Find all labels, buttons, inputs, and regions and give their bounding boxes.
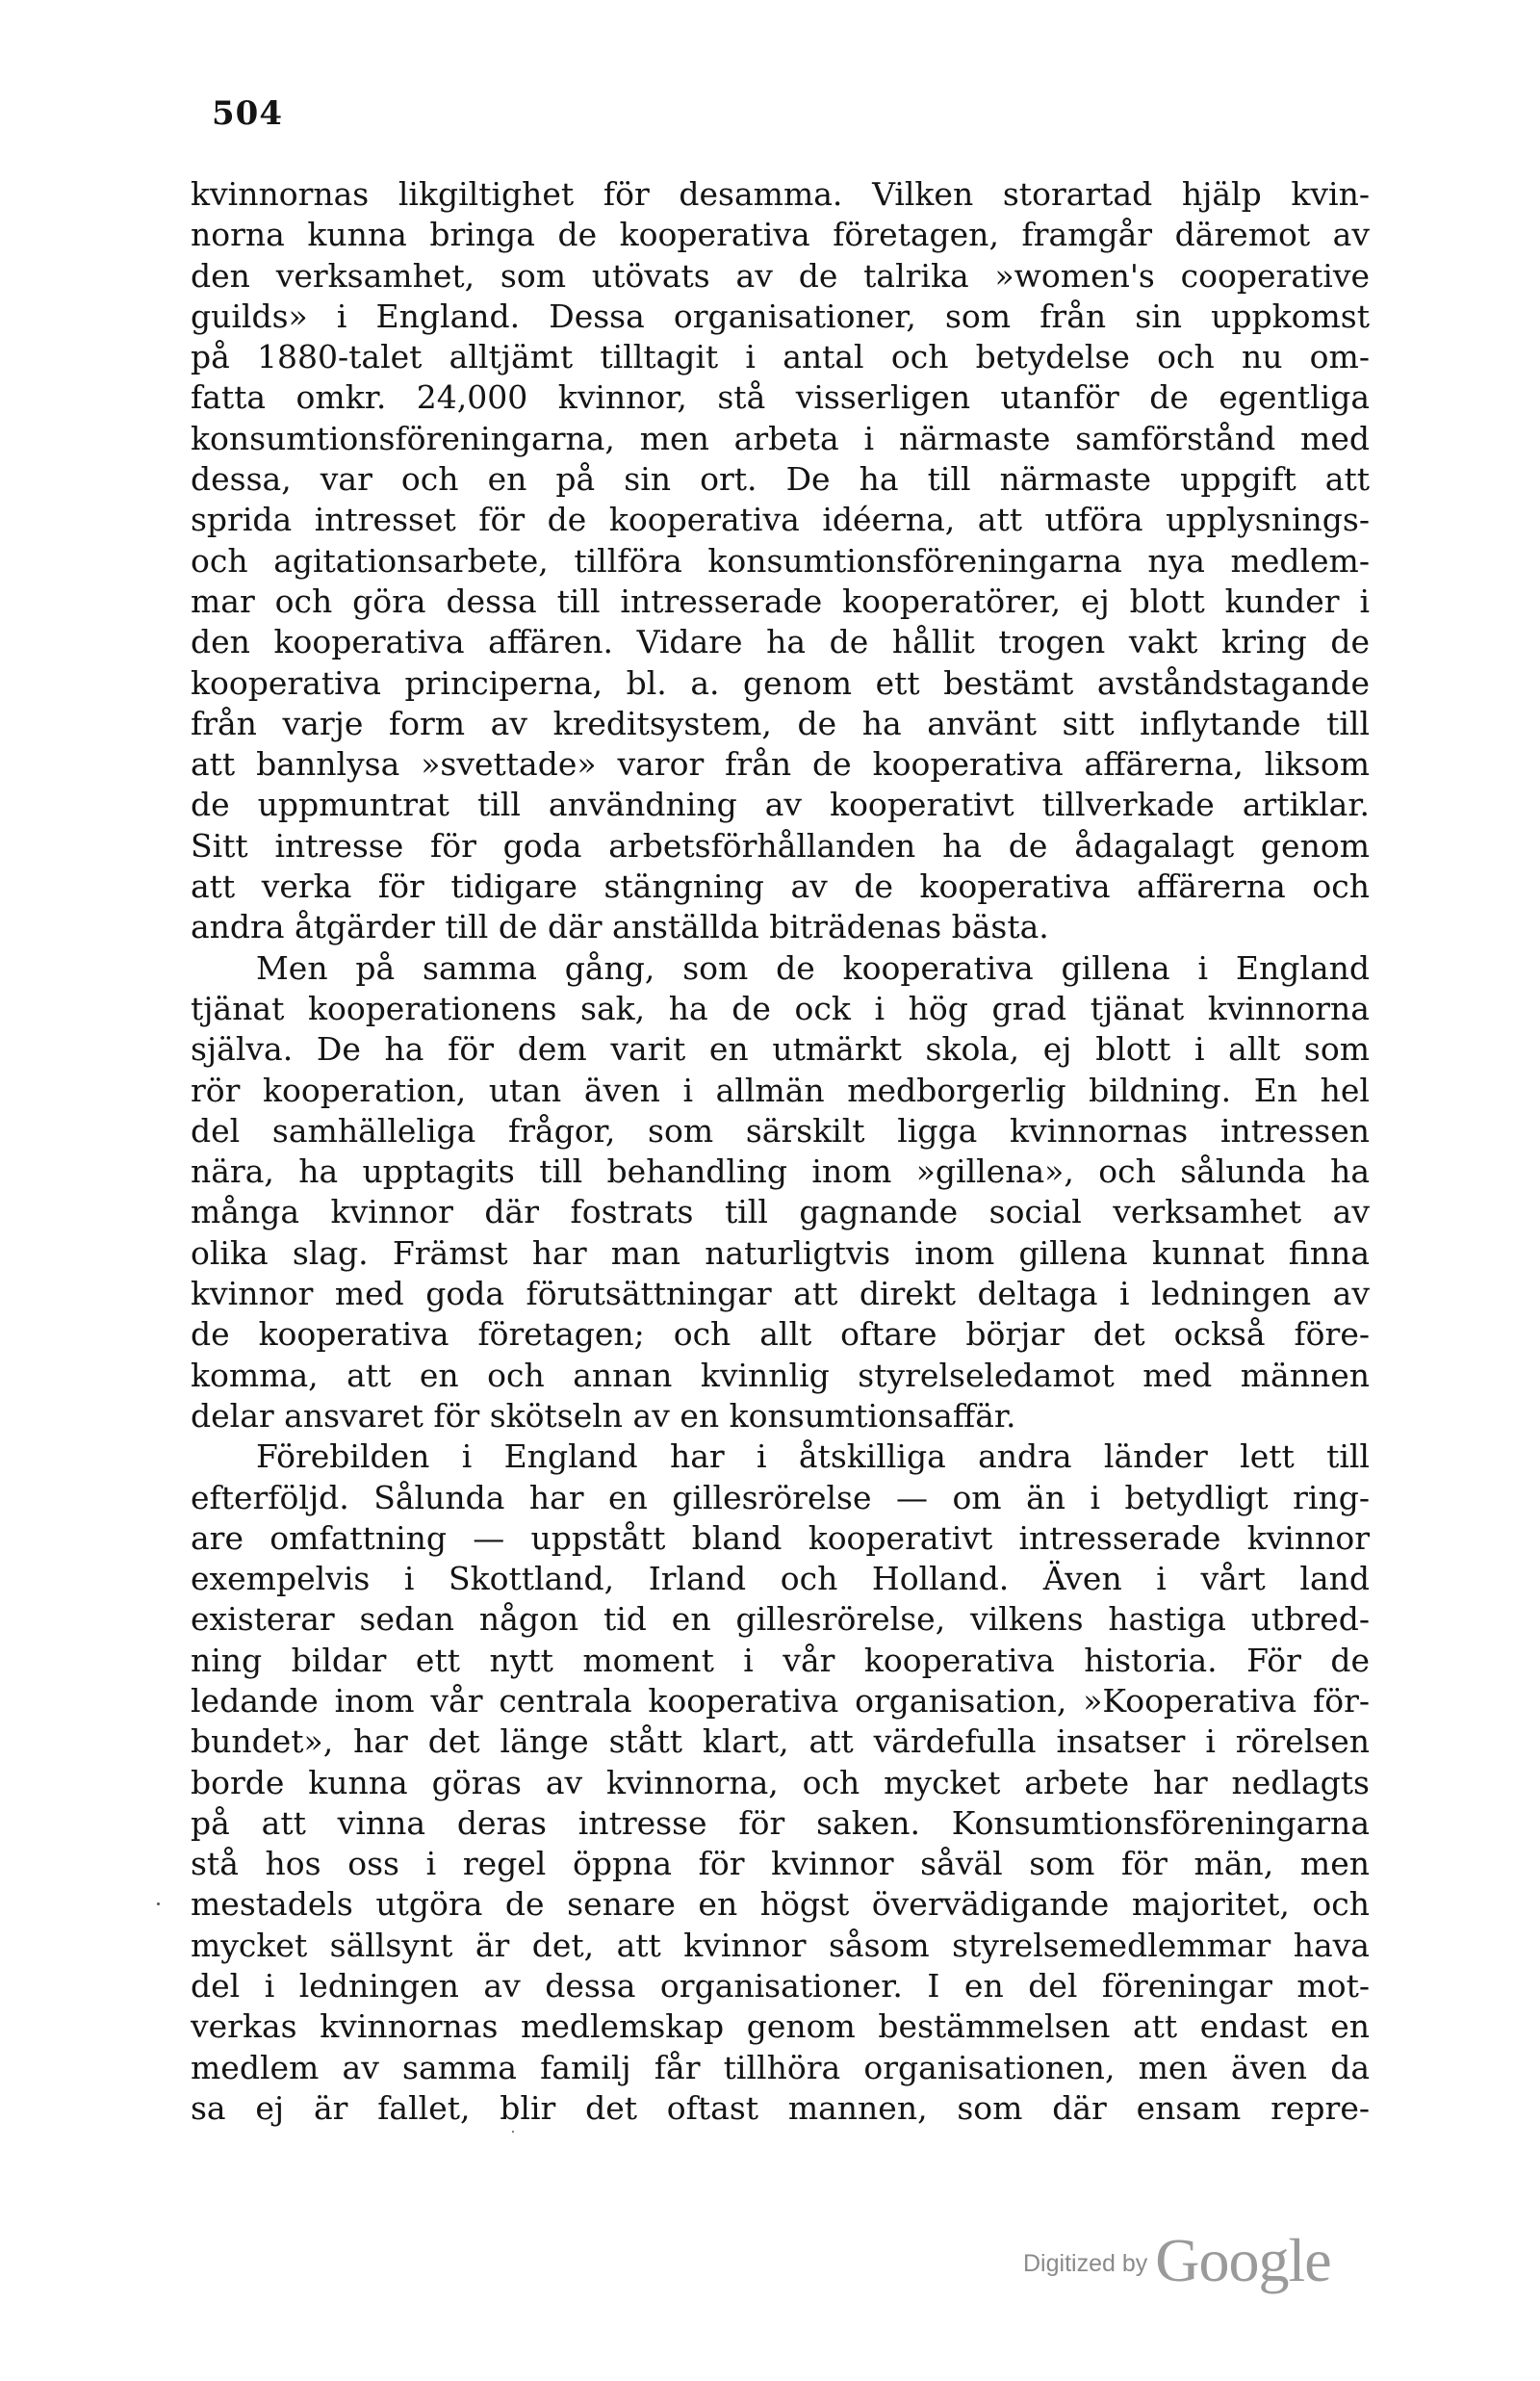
text-line: andra åtgärder till de där anställda biträdenas bästa.: [191, 908, 1049, 946]
text-line: sa ej är fallet, blir det oftast mannen, som där ensam repre-: [191, 2088, 1370, 2127]
text-line: från varje form av kreditsystem, de ha använt sitt inflytande till: [191, 704, 1370, 742]
text-line: på att vinna deras intresse för saken. Konsumtionsföreningarna: [191, 1803, 1370, 1842]
text-line: och agitationsarbete, tillföra konsumtionsföreningarna nya medlem-: [191, 541, 1370, 580]
scan-speck: [157, 1902, 160, 1905]
text-line: den verksamhet, som utövats av de talrika »women's cooperative: [191, 256, 1370, 295]
text-line: del i ledningen av dessa organisationer. I en del föreningar mot-: [191, 1967, 1370, 2006]
google-logo: Google: [1155, 2226, 1331, 2294]
watermark: [1023, 2214, 1341, 2294]
text-line: kvinnor med goda förutsättningar att direkt deltaga i ledningen av: [191, 1275, 1370, 1313]
text-line: dessa, var och en på sin ort. De ha till närmaste uppgift att: [191, 460, 1370, 499]
text-line: de uppmuntrat till användning av kooperativt tillverkade artiklar.: [191, 786, 1370, 824]
text-line: ledande inom vår centrala kooperativa organisation, »Kooperativa för-: [191, 1681, 1370, 1720]
text-line: delar ansvaret för skötseln av en konsumtionsaffär.: [191, 1396, 1016, 1435]
body-text: [191, 174, 1370, 2170]
page-number: 504: [212, 94, 283, 133]
text-line: del samhälleliga frågor, som särskilt ligga kvinnornas intressen: [191, 1111, 1370, 1150]
text-line: att bannlysa »svettade» varor från de kooperativa affärerna, liksom: [191, 745, 1370, 784]
text-line: den kooperativa affären. Vidare ha de hållit trogen vakt kring de: [191, 623, 1370, 661]
text-line: fatta omkr. 24,000 kvinnor, stå visserligen utanför de egentliga: [191, 378, 1370, 417]
scan-speck: [512, 2131, 514, 2133]
text-line: olika slag. Främst har man naturligtvis inom gillena kunnat finna: [191, 1233, 1370, 1272]
text-line: efterföljd. Sålunda har en gillesrörelse — om än i betydligt ring-: [191, 1478, 1370, 1516]
text-line: själva. De ha för dem varit en utmärkt skola, ej blott i allt som: [191, 1030, 1370, 1069]
text-line: kooperativa principerna, bl. a. genom ett bestämt avståndstagande: [191, 663, 1370, 702]
text-line: existerar sedan någon tid en gillesrörelse, vilkens hastiga utbred-: [191, 1600, 1370, 1639]
watermark-prefix: Digitized by: [1023, 2250, 1148, 2277]
text-line: mestadels utgöra de senare en högst övervädigande majoritet, och: [191, 1885, 1370, 1924]
text-line: Sitt intresse för goda arbetsförhållanden ha de ådagalagt genom: [191, 826, 1370, 865]
text-line: verkas kvinnornas medlemskap genom bestämmelsen att endast en: [191, 2007, 1370, 2046]
text-line: på 1880-talet alltjämt tilltagit i antal och betydelse och nu om-: [191, 338, 1370, 376]
text-line: Förebilden i England har i åtskilliga andra länder lett till: [256, 1437, 1370, 1476]
text-line: de kooperativa företagen; och allt oftare börjar det också före-: [191, 1315, 1370, 1354]
text-line: många kvinnor där fostrats till gagnande social verksamhet av: [191, 1193, 1370, 1231]
text-line: Men på samma gång, som de kooperativa gillena i England: [256, 948, 1370, 987]
text-line: sprida intresset för de kooperativa idéerna, att utföra upplysnings-: [191, 501, 1370, 539]
text-line: konsumtionsföreningarna, men arbeta i närmaste samförstånd med: [191, 419, 1370, 457]
text-line: mycket sällsynt är det, att kvinnor såsom styrelsemedlemmar hava: [191, 1926, 1370, 1964]
text-line: mar och göra dessa till intresserade kooperatörer, ej blott kunder i: [191, 582, 1370, 620]
text-line: att verka för tidigare stängning av de kooperativa affärerna och: [191, 867, 1370, 906]
text-line: exempelvis i Skottland, Irland och Holland. Även i vårt land: [191, 1560, 1370, 1598]
text-line: are omfattning — uppstått bland kooperativt intresserade kvinnor: [191, 1518, 1370, 1557]
text-line: guilds» i England. Dessa organisationer, som från sin uppkomst: [191, 297, 1370, 335]
text-line: [191, 2129, 1370, 2169]
text-line: ning bildar ett nytt moment i vår kooperativa historia. För de: [191, 1641, 1370, 1679]
text-line: tjänat kooperationens sak, ha de ock i hög grad tjänat kvinnorna: [191, 989, 1370, 1027]
text-line: bundet», har det länge stått klart, att värdefulla insatser i rörelsen: [191, 1722, 1370, 1761]
text-line: medlem av samma familj får tillhöra organisationen, men även da: [191, 2048, 1370, 2086]
text-line: stå hos oss i regel öppna för kvinnor såväl som för män, men: [191, 1845, 1370, 1883]
text-line: nära, ha upptagits till behandling inom »gillena», och sålunda ha: [191, 1152, 1370, 1191]
text-line: borde kunna göras av kvinnorna, och mycket arbete har nedlagts: [191, 1763, 1370, 1801]
text-line: komma, att en och annan kvinnlig styrelseledamot med männen: [191, 1356, 1370, 1394]
text-line: kvinnornas likgiltighet för desamma. Vilken storartad hjälp kvin-: [191, 175, 1370, 213]
text-line: rör kooperation, utan även i allmän medborgerlig bildning. En hel: [191, 1071, 1370, 1109]
text-line: norna kunna bringa de kooperativa företagen, framgår däremot av: [191, 216, 1370, 254]
